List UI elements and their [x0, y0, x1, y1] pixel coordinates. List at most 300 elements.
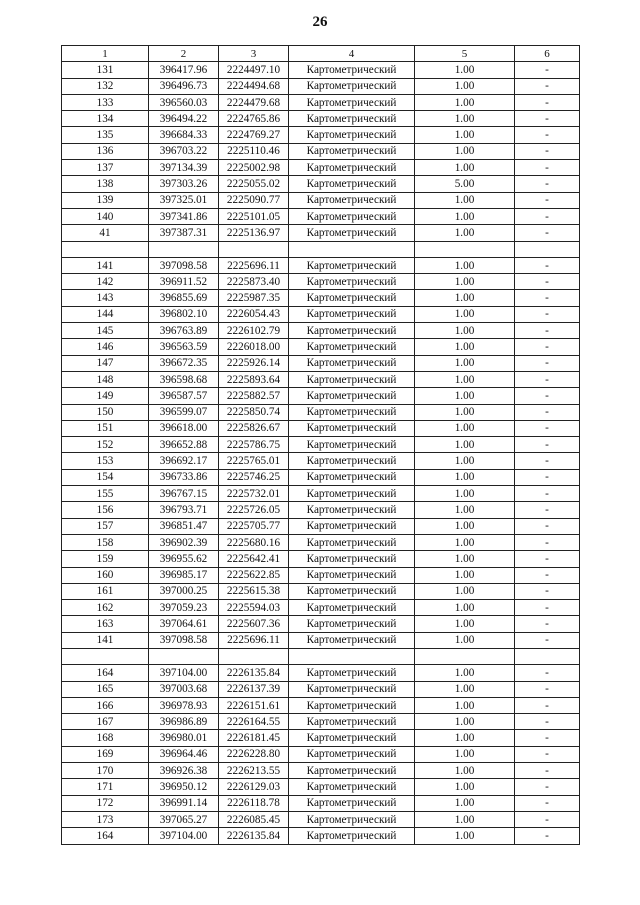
y-coordinate-cell — [219, 241, 289, 257]
accuracy-cell: 1.00 — [415, 518, 515, 534]
table-row — [62, 616, 580, 632]
table-row — [62, 534, 580, 550]
x-coordinate-cell — [149, 648, 219, 664]
note-cell: - — [515, 176, 580, 192]
method-cell: Картометрический — [289, 632, 415, 648]
accuracy-cell: 1.00 — [415, 437, 515, 453]
table-body — [62, 46, 580, 845]
accuracy-cell: 1.00 — [415, 208, 515, 224]
y-coordinate-cell: 2226181.45 — [219, 730, 289, 746]
y-coordinate-cell: 2225732.01 — [219, 486, 289, 502]
y-coordinate-cell — [219, 648, 289, 664]
x-coordinate-cell: 397000.25 — [149, 583, 219, 599]
x-coordinate-cell: 396599.07 — [149, 404, 219, 420]
point-number-cell: 153 — [62, 453, 149, 469]
column-header: 2 — [149, 46, 219, 62]
accuracy-cell: 5.00 — [415, 176, 515, 192]
accuracy-cell: 1.00 — [415, 355, 515, 371]
x-coordinate-cell: 396985.17 — [149, 567, 219, 583]
point-number-cell: 158 — [62, 534, 149, 550]
note-cell: - — [515, 111, 580, 127]
method-cell: Картометрический — [289, 567, 415, 583]
x-coordinate-cell: 396802.10 — [149, 306, 219, 322]
method-cell: Картометрический — [289, 257, 415, 273]
x-coordinate-cell: 396652.88 — [149, 437, 219, 453]
table-row — [62, 143, 580, 159]
point-number-cell: 161 — [62, 583, 149, 599]
method-cell: Картометрический — [289, 62, 415, 78]
method-cell: Картометрический — [289, 697, 415, 713]
x-coordinate-cell: 397065.27 — [149, 811, 219, 827]
point-number-cell: 143 — [62, 290, 149, 306]
table-row — [62, 62, 580, 78]
table-row — [62, 78, 580, 94]
note-cell: - — [515, 763, 580, 779]
table-row — [62, 94, 580, 110]
x-coordinate-cell: 396767.15 — [149, 486, 219, 502]
note-cell: - — [515, 697, 580, 713]
x-coordinate-cell: 396978.93 — [149, 697, 219, 713]
y-coordinate-cell: 2225987.35 — [219, 290, 289, 306]
accuracy-cell: 1.00 — [415, 583, 515, 599]
accuracy-cell: 1.00 — [415, 746, 515, 762]
point-number-cell: 168 — [62, 730, 149, 746]
note-cell: - — [515, 192, 580, 208]
table-header-row — [62, 46, 580, 62]
note-cell: - — [515, 453, 580, 469]
point-number-cell: 166 — [62, 697, 149, 713]
table-row — [62, 176, 580, 192]
point-number-cell: 151 — [62, 420, 149, 436]
method-cell: Картометрический — [289, 600, 415, 616]
point-number-cell: 164 — [62, 828, 149, 844]
y-coordinate-cell: 2225726.05 — [219, 502, 289, 518]
note-cell: - — [515, 290, 580, 306]
method-cell: Картометрический — [289, 795, 415, 811]
table-row — [62, 355, 580, 371]
accuracy-cell: 1.00 — [415, 551, 515, 567]
method-cell: Картометрический — [289, 306, 415, 322]
point-number-cell: 172 — [62, 795, 149, 811]
accuracy-cell: 1.00 — [415, 62, 515, 78]
y-coordinate-cell: 2225705.77 — [219, 518, 289, 534]
y-coordinate-cell: 2226135.84 — [219, 665, 289, 681]
y-coordinate-cell: 2225101.05 — [219, 208, 289, 224]
accuracy-cell: 1.00 — [415, 453, 515, 469]
y-coordinate-cell: 2225136.97 — [219, 225, 289, 241]
accuracy-cell: 1.00 — [415, 779, 515, 795]
table-row — [62, 127, 580, 143]
point-number-cell: 170 — [62, 763, 149, 779]
accuracy-cell: 1.00 — [415, 257, 515, 273]
point-number-cell: 139 — [62, 192, 149, 208]
point-number-cell: 149 — [62, 388, 149, 404]
method-cell: Картометрический — [289, 176, 415, 192]
x-coordinate-cell: 396563.59 — [149, 339, 219, 355]
table-row — [62, 453, 580, 469]
note-cell: - — [515, 746, 580, 762]
accuracy-cell: 1.00 — [415, 388, 515, 404]
x-coordinate-cell — [149, 241, 219, 257]
note-cell: - — [515, 94, 580, 110]
table-row — [62, 632, 580, 648]
table-row — [62, 111, 580, 127]
point-number-cell: 163 — [62, 616, 149, 632]
point-number-cell: 167 — [62, 714, 149, 730]
point-number-cell: 131 — [62, 62, 149, 78]
method-cell: Картометрический — [289, 681, 415, 697]
x-coordinate-cell: 397104.00 — [149, 828, 219, 844]
method-cell: Картометрический — [289, 127, 415, 143]
method-cell: Картометрический — [289, 371, 415, 387]
x-coordinate-cell: 397104.00 — [149, 665, 219, 681]
table-row — [62, 160, 580, 176]
method-cell: Картометрический — [289, 583, 415, 599]
note-cell: - — [515, 78, 580, 94]
accuracy-cell: 1.00 — [415, 306, 515, 322]
point-number-cell: 136 — [62, 143, 149, 159]
table-row — [62, 518, 580, 534]
y-coordinate-cell: 2226228.80 — [219, 746, 289, 762]
method-cell: Картометрический — [289, 437, 415, 453]
method-cell: Картометрический — [289, 828, 415, 844]
y-coordinate-cell: 2225110.46 — [219, 143, 289, 159]
note-cell: - — [515, 518, 580, 534]
table-row — [62, 306, 580, 322]
table-row — [62, 290, 580, 306]
note-cell: - — [515, 795, 580, 811]
column-header: 3 — [219, 46, 289, 62]
accuracy-cell: 1.00 — [415, 160, 515, 176]
x-coordinate-cell: 396980.01 — [149, 730, 219, 746]
point-number-cell: 165 — [62, 681, 149, 697]
note-cell: - — [515, 811, 580, 827]
x-coordinate-cell: 396496.73 — [149, 78, 219, 94]
method-cell: Картометрический — [289, 730, 415, 746]
column-header: 5 — [415, 46, 515, 62]
x-coordinate-cell: 396763.89 — [149, 323, 219, 339]
note-cell: - — [515, 600, 580, 616]
y-coordinate-cell: 2225850.74 — [219, 404, 289, 420]
table-row — [62, 828, 580, 844]
accuracy-cell: 1.00 — [415, 697, 515, 713]
table-row — [62, 600, 580, 616]
method-cell: Картометрический — [289, 160, 415, 176]
accuracy-cell: 1.00 — [415, 665, 515, 681]
point-number-cell: 144 — [62, 306, 149, 322]
accuracy-cell: 1.00 — [415, 600, 515, 616]
accuracy-cell: 1.00 — [415, 225, 515, 241]
table-row — [62, 437, 580, 453]
x-coordinate-cell: 396911.52 — [149, 274, 219, 290]
note-cell: - — [515, 551, 580, 567]
note-cell: - — [515, 62, 580, 78]
point-number-cell: 133 — [62, 94, 149, 110]
y-coordinate-cell: 2225642.41 — [219, 551, 289, 567]
point-number-cell: 135 — [62, 127, 149, 143]
y-coordinate-cell: 2225090.77 — [219, 192, 289, 208]
table-row — [62, 665, 580, 681]
x-coordinate-cell: 397387.31 — [149, 225, 219, 241]
table-row — [62, 730, 580, 746]
method-cell: Картометрический — [289, 763, 415, 779]
note-cell: - — [515, 779, 580, 795]
table-row — [62, 763, 580, 779]
table-row — [62, 583, 580, 599]
note-cell: - — [515, 388, 580, 404]
table-row — [62, 420, 580, 436]
y-coordinate-cell: 2225615.38 — [219, 583, 289, 599]
point-number-cell: 154 — [62, 469, 149, 485]
y-coordinate-cell: 2225002.98 — [219, 160, 289, 176]
x-coordinate-cell: 396986.89 — [149, 714, 219, 730]
accuracy-cell: 1.00 — [415, 127, 515, 143]
y-coordinate-cell: 2224497.10 — [219, 62, 289, 78]
method-cell: Картометрический — [289, 714, 415, 730]
x-coordinate-cell: 396417.96 — [149, 62, 219, 78]
accuracy-cell: 1.00 — [415, 714, 515, 730]
point-number-cell: 138 — [62, 176, 149, 192]
coordinates-table — [61, 45, 580, 845]
note-cell: - — [515, 257, 580, 273]
table-row — [62, 714, 580, 730]
method-cell: Картометрический — [289, 94, 415, 110]
method-cell: Картометрический — [289, 420, 415, 436]
x-coordinate-cell: 396692.17 — [149, 453, 219, 469]
note-cell: - — [515, 225, 580, 241]
y-coordinate-cell: 2226054.43 — [219, 306, 289, 322]
point-number-cell: 152 — [62, 437, 149, 453]
x-coordinate-cell: 396902.39 — [149, 534, 219, 550]
accuracy-cell: 1.00 — [415, 143, 515, 159]
table-row — [62, 746, 580, 762]
x-coordinate-cell: 396950.12 — [149, 779, 219, 795]
point-number-cell: 150 — [62, 404, 149, 420]
x-coordinate-cell: 397134.39 — [149, 160, 219, 176]
method-cell: Картометрический — [289, 78, 415, 94]
method-cell — [289, 241, 415, 257]
accuracy-cell: 1.00 — [415, 763, 515, 779]
method-cell: Картометрический — [289, 225, 415, 241]
note-cell: - — [515, 502, 580, 518]
method-cell: Картометрический — [289, 192, 415, 208]
accuracy-cell: 1.00 — [415, 339, 515, 355]
table-row — [62, 551, 580, 567]
point-number-cell: 141 — [62, 632, 149, 648]
x-coordinate-cell: 396684.33 — [149, 127, 219, 143]
accuracy-cell: 1.00 — [415, 420, 515, 436]
y-coordinate-cell: 2226137.39 — [219, 681, 289, 697]
column-header: 6 — [515, 46, 580, 62]
accuracy-cell: 1.00 — [415, 795, 515, 811]
x-coordinate-cell: 396855.69 — [149, 290, 219, 306]
x-coordinate-cell: 397059.23 — [149, 600, 219, 616]
note-cell: - — [515, 371, 580, 387]
x-coordinate-cell: 396733.86 — [149, 469, 219, 485]
method-cell: Картометрический — [289, 339, 415, 355]
method-cell: Картометрический — [289, 616, 415, 632]
y-coordinate-cell: 2225926.14 — [219, 355, 289, 371]
y-coordinate-cell: 2225826.67 — [219, 420, 289, 436]
x-coordinate-cell: 396587.57 — [149, 388, 219, 404]
page-number: 26 — [312, 14, 328, 30]
note-cell: - — [515, 828, 580, 844]
y-coordinate-cell: 2225746.25 — [219, 469, 289, 485]
column-header: 4 — [289, 46, 415, 62]
x-coordinate-cell: 397064.61 — [149, 616, 219, 632]
note-cell: - — [515, 208, 580, 224]
y-coordinate-cell: 2226213.55 — [219, 763, 289, 779]
note-cell — [515, 241, 580, 257]
point-number-cell: 132 — [62, 78, 149, 94]
note-cell: - — [515, 534, 580, 550]
method-cell: Картометрический — [289, 811, 415, 827]
y-coordinate-cell: 2225882.57 — [219, 388, 289, 404]
y-coordinate-cell: 2225696.11 — [219, 257, 289, 273]
y-coordinate-cell: 2226102.79 — [219, 323, 289, 339]
accuracy-cell: 1.00 — [415, 290, 515, 306]
x-coordinate-cell: 397098.58 — [149, 257, 219, 273]
note-cell: - — [515, 339, 580, 355]
accuracy-cell: 1.00 — [415, 616, 515, 632]
table-row — [62, 697, 580, 713]
accuracy-cell: 1.00 — [415, 78, 515, 94]
point-number-cell: 141 — [62, 257, 149, 273]
y-coordinate-cell: 2225607.36 — [219, 616, 289, 632]
x-coordinate-cell: 397003.68 — [149, 681, 219, 697]
method-cell: Картометрический — [289, 143, 415, 159]
y-coordinate-cell: 2225680.16 — [219, 534, 289, 550]
note-cell: - — [515, 730, 580, 746]
method-cell: Картометрический — [289, 274, 415, 290]
table-row — [62, 208, 580, 224]
note-cell: - — [515, 127, 580, 143]
note-cell: - — [515, 160, 580, 176]
y-coordinate-cell: 2225622.85 — [219, 567, 289, 583]
accuracy-cell: 1.00 — [415, 486, 515, 502]
x-coordinate-cell: 396618.00 — [149, 420, 219, 436]
method-cell: Картометрический — [289, 323, 415, 339]
x-coordinate-cell: 397341.86 — [149, 208, 219, 224]
method-cell: Картометрический — [289, 388, 415, 404]
y-coordinate-cell: 2226018.00 — [219, 339, 289, 355]
point-number-cell: 134 — [62, 111, 149, 127]
note-cell: - — [515, 404, 580, 420]
accuracy-cell: 1.00 — [415, 469, 515, 485]
x-coordinate-cell: 396703.22 — [149, 143, 219, 159]
accuracy-cell: 1.00 — [415, 404, 515, 420]
accuracy-cell: 1.00 — [415, 323, 515, 339]
accuracy-cell: 1.00 — [415, 111, 515, 127]
column-header: 1 — [62, 46, 149, 62]
x-coordinate-cell: 397325.01 — [149, 192, 219, 208]
note-cell: - — [515, 420, 580, 436]
accuracy-cell: 1.00 — [415, 567, 515, 583]
x-coordinate-cell: 396926.38 — [149, 763, 219, 779]
y-coordinate-cell: 2225873.40 — [219, 274, 289, 290]
x-coordinate-cell: 396672.35 — [149, 355, 219, 371]
accuracy-cell: 1.00 — [415, 828, 515, 844]
table-row — [62, 274, 580, 290]
method-cell: Картометрический — [289, 746, 415, 762]
method-cell: Картометрический — [289, 665, 415, 681]
point-number-cell: 160 — [62, 567, 149, 583]
table-row — [62, 225, 580, 241]
y-coordinate-cell: 2224769.27 — [219, 127, 289, 143]
y-coordinate-cell: 2226085.45 — [219, 811, 289, 827]
y-coordinate-cell: 2226164.55 — [219, 714, 289, 730]
table-row — [62, 486, 580, 502]
accuracy-cell: 1.00 — [415, 681, 515, 697]
note-cell: - — [515, 486, 580, 502]
y-coordinate-cell: 2224765.86 — [219, 111, 289, 127]
point-number-cell: 156 — [62, 502, 149, 518]
note-cell: - — [515, 306, 580, 322]
point-number-cell: 171 — [62, 779, 149, 795]
x-coordinate-cell: 397098.58 — [149, 632, 219, 648]
y-coordinate-cell: 2226135.84 — [219, 828, 289, 844]
accuracy-cell — [415, 241, 515, 257]
method-cell: Картометрический — [289, 551, 415, 567]
table-row — [62, 257, 580, 273]
note-cell: - — [515, 355, 580, 371]
method-cell: Картометрический — [289, 486, 415, 502]
table-row — [62, 648, 580, 664]
note-cell: - — [515, 632, 580, 648]
accuracy-cell: 1.00 — [415, 274, 515, 290]
x-coordinate-cell: 396955.62 — [149, 551, 219, 567]
note-cell: - — [515, 616, 580, 632]
point-number-cell: 173 — [62, 811, 149, 827]
x-coordinate-cell: 396991.14 — [149, 795, 219, 811]
point-number-cell: 140 — [62, 208, 149, 224]
x-coordinate-cell: 396851.47 — [149, 518, 219, 534]
point-number-cell: 155 — [62, 486, 149, 502]
note-cell: - — [515, 714, 580, 730]
method-cell: Картометрический — [289, 469, 415, 485]
accuracy-cell: 1.00 — [415, 94, 515, 110]
accuracy-cell: 1.00 — [415, 534, 515, 550]
table-row — [62, 323, 580, 339]
accuracy-cell — [415, 648, 515, 664]
point-number-cell: 145 — [62, 323, 149, 339]
note-cell: - — [515, 143, 580, 159]
y-coordinate-cell: 2225594.03 — [219, 600, 289, 616]
method-cell: Картометрический — [289, 404, 415, 420]
table-row — [62, 795, 580, 811]
point-number-cell: 147 — [62, 355, 149, 371]
point-number-cell — [62, 648, 149, 664]
note-cell: - — [515, 583, 580, 599]
y-coordinate-cell: 2224479.68 — [219, 94, 289, 110]
note-cell: - — [515, 323, 580, 339]
table-row — [62, 192, 580, 208]
note-cell: - — [515, 567, 580, 583]
accuracy-cell: 1.00 — [415, 730, 515, 746]
point-number-cell: 142 — [62, 274, 149, 290]
method-cell: Картометрический — [289, 453, 415, 469]
table-row — [62, 567, 580, 583]
method-cell: Картометрический — [289, 111, 415, 127]
y-coordinate-cell: 2224494.68 — [219, 78, 289, 94]
table-row — [62, 681, 580, 697]
point-number-cell: 146 — [62, 339, 149, 355]
y-coordinate-cell: 2225893.64 — [219, 371, 289, 387]
y-coordinate-cell: 2225696.11 — [219, 632, 289, 648]
table-row — [62, 811, 580, 827]
table-row — [62, 404, 580, 420]
method-cell: Картометрический — [289, 208, 415, 224]
